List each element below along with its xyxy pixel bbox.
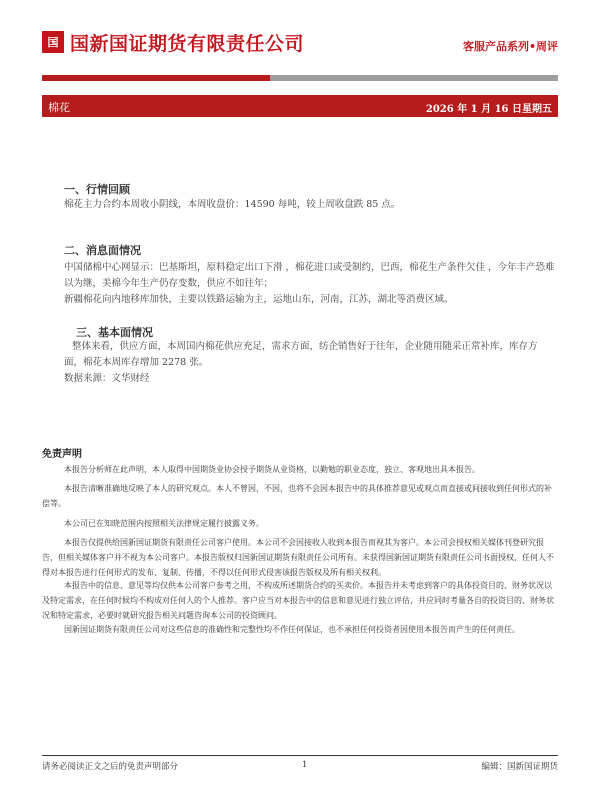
footer-editor: 编辑：国新国证期货: [481, 762, 558, 772]
disclaimer-p6: 国新国证期货有限责任公司对这些信息的准确性和完整性均不作任何保证，也不承担任何投资者因使用本报告而产生的任何责任。: [64, 625, 520, 634]
product-series: 客服产品系列•周评: [462, 40, 558, 53]
disclaimer-p4: 本报告仅提供给国新国证期货有限责任公司客户使用。本公司不会因接收人收到本报告而视其为客户。本公司会授权相关媒体刊登研究报告，但相关媒体客户并不视为本公司客户。本报告版权归国新国证期货有限责任公司所有。未获得国新国证期货有限责任公司书面授权，任何人不得对本报告进行任何形式的发布、复制、传播，不得以任何形式侵害该报告版权及所有相关权利。: [42, 538, 554, 577]
header-bar-gray: [270, 75, 558, 81]
disclaimer-p1: 本报告分析师在此声明，本人取得中国期货业协会授予期货从业资格，以勤勉的职业态度，独立、客观地出具本报告。: [64, 465, 480, 474]
section-heading-market-review: 一、行情回顾: [64, 183, 130, 196]
footer-note: 请务必阅读正文之后的免责声明部分: [42, 762, 179, 772]
news-text-2: 新疆棉花向内地移库加快，主要以铁路运输为主，运地山东，河南，江苏，湖北等消费区域。: [64, 294, 454, 305]
disclaimer-p2: 本报告清晰准确地反映了本人的研究观点。本人不曾因，不因，也将不会因本报告中的具体推荐意见或观点而直接或间接收到任何形式的补偿等。: [42, 484, 552, 508]
header-bar-red: [42, 75, 270, 81]
product-name: 棉花: [48, 101, 70, 114]
disclaimer-p3: 本公司已在知晓范围内按照相关法律规定履行披露义务。: [64, 519, 264, 528]
disclaimer-p5: 本报告中的信息、意见等均仅供本公司客户参考之用，不构成所述期货合约的买卖价。本报告并未考虑到客户的具体投资目的、财务状况以及特定需求，在任何时候均不构成对任何人的个人推荐。客户应当对本报告中的信息和意见进行独立评估，并应同时考量各自的投资目的、财务状况和特定需求，必要时就研究报告相关问题咨询本公司的投资顾问。: [42, 581, 554, 620]
company-name: 国新国证期货有限责任公司: [70, 33, 305, 55]
market-review-text: 棉花主力合约本周收小阴线，本周收盘价：14590 每吨，较上周收盘跌 85 点。: [64, 199, 401, 210]
disclaimer-title: 免责声明: [42, 449, 82, 460]
report-date: 2026 年 1 月 16 日星期五: [425, 104, 552, 115]
news-text-1: 中国储棉中心网显示：巴基斯坦，原料稳定出口下滑 ，棉花进口或受制约，巴西，棉花生产条件欠佳 ，今年丰产恐难以为继，美棉今年生产仍存变数，供应不如往年；: [64, 262, 555, 289]
logo-char: 国: [47, 35, 59, 49]
fundamentals-text: 整体来看，供应方面，本周国内棉花供应充足，需求方面，纺企销售好于往年，企业随用随采正常补库，库存方面，棉花本周库存增加 2278 张。: [64, 341, 538, 368]
section-heading-fundamentals: 三、基本面情况: [76, 326, 153, 339]
data-source: 数据来源：文华财经: [64, 373, 150, 384]
footer-divider: [42, 755, 558, 756]
company-logo: [42, 31, 64, 53]
section-heading-news: 二、消息面情况: [64, 244, 141, 257]
page-number: 1: [302, 760, 308, 770]
